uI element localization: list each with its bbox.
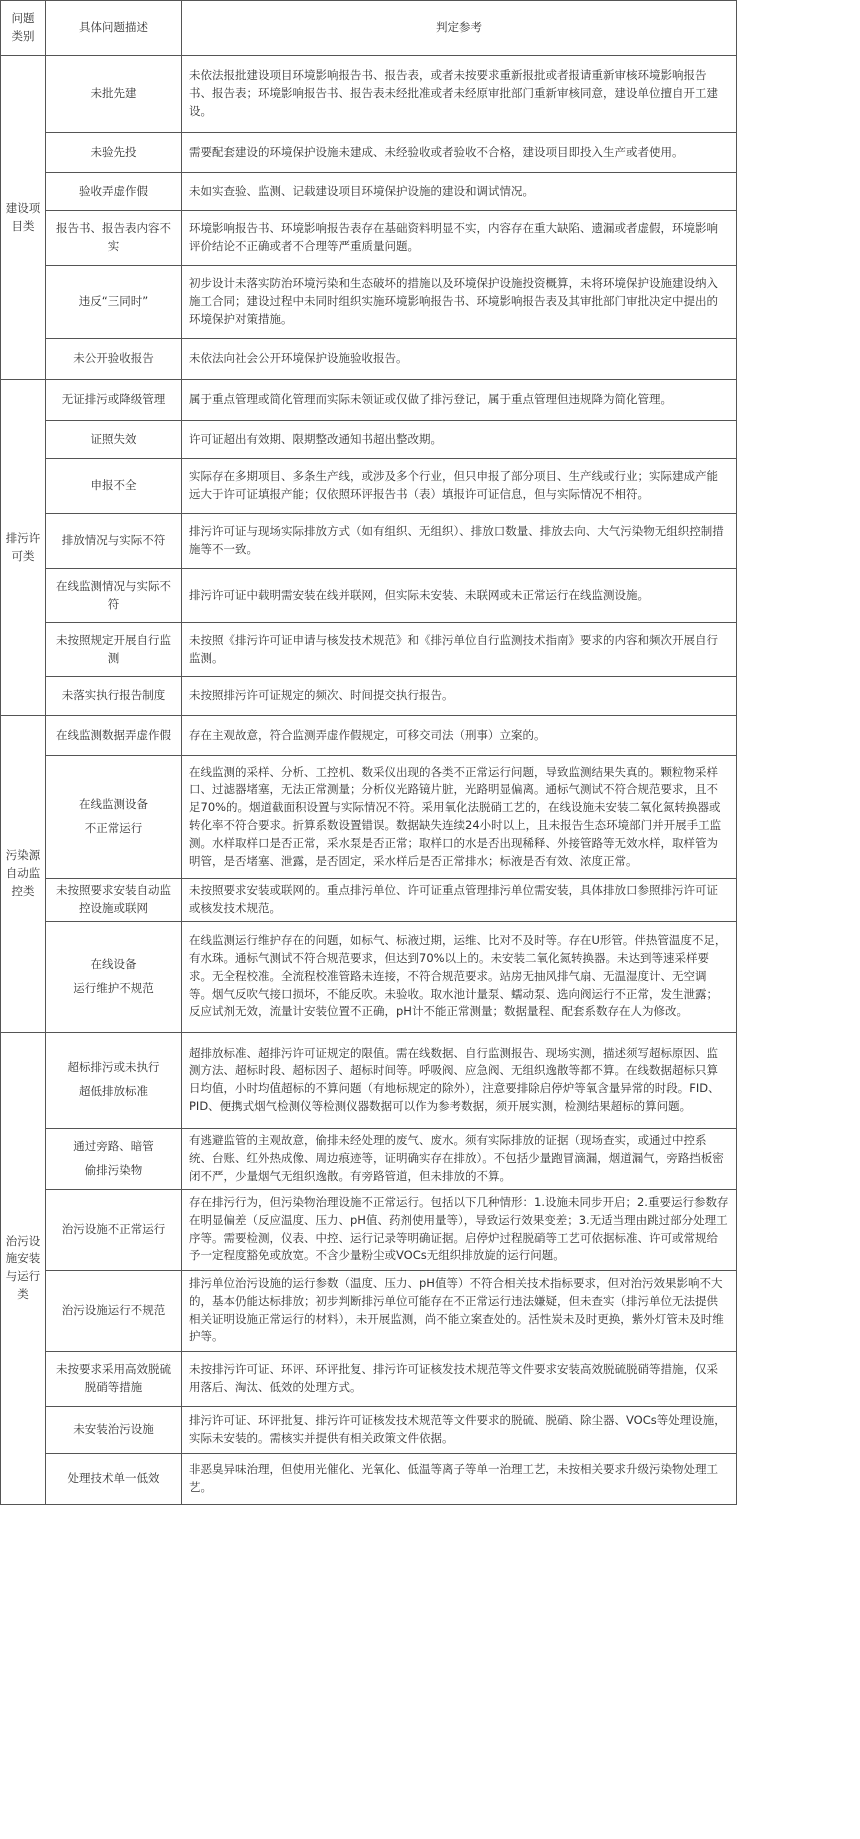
reference-cell: 未依法报批建设项目环境影响报告书、报告表，或者未按要求重新报批或者报请重新审核环境影响报告书、报告表；环境影响报告书、报告表未经批准或者未经原审批部门重新审核同意，建设单位擅自开工建设。 [182, 56, 737, 133]
table-row [1, 211, 737, 266]
issue-cell [46, 1128, 182, 1189]
reference-cell: 排污单位治污设施的运行参数（温度、压力、pH值等）不符合相关技术指标要求，但对治污效果影响不大的，基本仍能达标排放；初步判断排污单位可能存在不正常运行违法嫌疑，但未查实（排污单位无法提供相关证明设施正常运行的材料），未开展监测，尚不能立案查处的。活性炭未及时更换，紫外灯管未及时维护等。 [182, 1270, 737, 1351]
issue-cell [46, 514, 182, 569]
issue-cell [46, 339, 182, 380]
reference-cell: 未按照《排污许可证申请与核发技术规范》和《排污单位自行监测技术指南》要求的内容和频次开展自行监测。 [182, 623, 737, 677]
issue-line: 不正常运行 [84, 821, 143, 835]
issue-cell [46, 133, 182, 173]
table-row [1, 1032, 737, 1128]
table-row [1, 380, 737, 421]
reference-cell: 在线监测运行维护存在的问题，如标气、标液过期，运维、比对不及时等。存在U形管。伴热管温度不足，有水珠。通标气测试不符合规范要求，但达到70%以上的。未安装二氧化氮转换器。未达到等速采样要求。无全程校准。全流程校准管路未连接，不符合规范要求。站房无抽风排气扇、无温湿度计、无空调等。烟气反吹气接口损坏，不能反吹。未验收。取水池计量泵、蠕动泵、选向阀运行不正常，发生泄露；反应试剂无效，流量计安装位置不正确，pH计不能正常测量；数据量程、配套系数存在人为修改。 [182, 921, 737, 1032]
table-row [1, 921, 737, 1032]
issue-line: 治污设施不正常运行 [61, 1221, 166, 1236]
table-row [1, 133, 737, 173]
issue-line: 未验先投 [90, 144, 137, 159]
reference-cell: 初步设计未落实防治环境污染和生态破坏的措施以及环境保护设施投资概算，未将环境保护设施建设纳入施工合同；建设过程中未同时组织实施环境影响报告书、环境影响报告表及其审批部门审批决定中提出的环境保护对策措施。 [182, 266, 737, 339]
issue-line: 未按照要求安装自动监控设施或联网 [56, 883, 171, 915]
table-row [1, 569, 737, 623]
issue-line: 在线监测数据弄虚作假 [56, 727, 171, 742]
table-row [1, 716, 737, 756]
issue-line: 未批先建 [90, 86, 137, 101]
table-row [1, 1406, 737, 1453]
reference-cell: 许可证超出有效期、限期整改通知书超出整改期。 [182, 421, 737, 459]
issue-line: 运行维护不规范 [73, 980, 154, 995]
table-row [1, 514, 737, 569]
issue-line: 报告书、报告表内容不实 [56, 221, 171, 253]
table-row [1, 266, 737, 339]
issue-line: 未安装治污设施 [73, 1421, 154, 1436]
issue-cell [46, 756, 182, 879]
reference-cell: 非恶臭异味治理，但使用光催化、光氧化、低温等离子等单一治理工艺，未按相关要求升级污染物处理工艺。 [182, 1453, 737, 1504]
issue-cell [46, 623, 182, 677]
table-body [1, 56, 737, 1505]
table-row [1, 1128, 737, 1189]
table-row [1, 1351, 737, 1406]
table-row [1, 677, 737, 716]
reference-cell: 未按照排污许可证规定的频次、时间提交执行报告。 [182, 677, 737, 716]
reference-cell: 有逃避监管的主观故意，偷排未经处理的废气、废水。须有实际排放的证据（现场查实，或通过中控系统、台账、红外热成像、周边痕迹等，证明确实存在排放）。不包括少量跑冒滴漏，烟道漏气，旁路挡板密闭不严，少量烟气无组织逸散。有旁路管道，但未排放的不算。 [182, 1128, 737, 1189]
reference-cell: 需要配套建设的环境保护设施未建成、未经验收或者验收不合格，建设项目即投入生产或者使用。 [182, 133, 737, 173]
header-reference: 判定参考 [182, 1, 737, 56]
issue-cell [46, 1453, 182, 1504]
category-cell: 排污许可类 [1, 380, 46, 716]
reference-cell: 环境影响报告书、环境影响报告表存在基础资料明显不实，内容存在重大缺陷、遗漏或者虚假，环境影响评价结论不正确或者不合理等严重质量问题。 [182, 211, 737, 266]
issue-line: 在线设备 [90, 956, 137, 971]
issue-cell [46, 1032, 182, 1128]
issue-cell [46, 266, 182, 339]
issue-cell [46, 677, 182, 716]
table-row [1, 173, 737, 211]
header-category: 问题类别 [1, 1, 46, 56]
reference-cell: 实际存在多期项目、多条生产线，或涉及多个行业，但只申报了部分项目、生产线或行业；实际建成产能远大于许可证填报产能；仅依照环评报告书（表）填报许可证信息，但与实际情况不相符。 [182, 459, 737, 514]
issue-line: 排放情况与实际不符 [61, 533, 166, 548]
issue-cell [46, 921, 182, 1032]
reference-cell: 未按排污许可证、环评、环评批复、排污许可证核发技术规范等文件要求安装高效脱硫脱硝等措施，仅采用落后、淘汰、低效的处理方式。 [182, 1351, 737, 1406]
table-row [1, 756, 737, 879]
reference-cell: 属于重点管理或简化管理而实际未领证或仅做了排污登记，属于重点管理但违规降为简化管理。 [182, 380, 737, 421]
reference-cell: 在线监测的采样、分析、工控机、数采仪出现的各类不正常运行问题，导致监测结果失真的。颗粒物采样口、过滤器堵塞，无法正常测量；分析仪光路镜片脏，光路明显偏离。通标气测试不符合规范要求，且不足70%的。烟道截面积设置与实际情况不符。采用氧化法脱硝工艺的，在线设施未安装二氧化氮转换器或转化率不符合要求。折算系数设置错误。数据缺失连续24小时以上，且未报告生态环境部门并开展手工监测。水样取样口是否正常，采水泵是否正常；取样口的水是否出现稀释、外接管路等无效水样，取样管为明管，是否堵塞、泄露，是否固定，采水样后是否正常排水；标液是否有效、浓度正常。 [182, 756, 737, 879]
category-cell: 污染源自动监控类 [1, 716, 46, 1033]
issue-line: 在线监测设备 [79, 797, 148, 812]
table-row [1, 1189, 737, 1270]
issue-cell [46, 380, 182, 421]
issue-line: 违反“三同时” [78, 294, 149, 309]
issue-cell [46, 421, 182, 459]
reference-cell: 排污许可证、环评批复、排污许可证核发技术规范等文件要求的脱硫、脱硝、除尘器、VOCs等处理设施，实际未安装的。需核实并提供有相关政策文件依据。 [182, 1406, 737, 1453]
issue-cell [46, 211, 182, 266]
reference-cell: 未依法向社会公开环境保护设施验收报告。 [182, 339, 737, 380]
issue-cell [46, 569, 182, 623]
issue-line: 在线监测情况与实际不符 [56, 578, 171, 611]
table-row [1, 879, 737, 922]
reference-cell: 存在排污行为，但污染物治理设施不正常运行。包括以下几种情形：1.设施未同步开启；2.重要运行参数存在明显偏差（反应温度、压力、pH值、药剂使用量等），导致运行效果变差；3.无适当理由跳过部分处理工序等。需要检测，仪表、中控、运行记录等明确证据。启停炉过程脱硝等工艺可依据标准、许可或常规给予一定程度豁免或放宽。不含少量粉尘或VOCs无组织排放旋的运行问题。 [182, 1189, 737, 1270]
reference-cell: 超排放标准、超排污许可证规定的限值。需在线数据、自行监测报告、现场实测，描述须写超标原因、监测方法、超标时段、超标因子、超标时间等。呼吸阀、应急阀、无组织逸散等都不算。在线数据超标只算日均值，小时均值超标的不算问题（有地标规定的除外），注意要排除启停炉等氧含量异常的时段。FID、PID、便携式烟气检测仪等检测仪器数据可以作为参考数据，须开展实测，检测结果超标的算问题。 [182, 1032, 737, 1128]
issue-cell [46, 716, 182, 756]
issue-line: 未按照规定开展自行监测 [56, 632, 171, 665]
reference-cell: 排污许可证中载明需安装在线并联网，但实际未安装、未联网或未正常运行在线监测设施。 [182, 569, 737, 623]
issue-cell [46, 1270, 182, 1351]
issue-cell [46, 879, 182, 922]
category-cell: 治污设施安装与运行类 [1, 1032, 46, 1504]
issue-line: 未按要求采用高效脱硫脱硝等措施 [56, 1361, 171, 1394]
table-row [1, 459, 737, 514]
issue-line: 证照失效 [90, 431, 137, 446]
issue-cell [46, 173, 182, 211]
category-cell: 建设项目类 [1, 56, 46, 380]
issue-cell [46, 56, 182, 133]
issue-cell [46, 459, 182, 514]
table-row [1, 339, 737, 380]
issue-cell [46, 1351, 182, 1406]
issue-cell [46, 1189, 182, 1270]
reference-cell: 存在主观故意，符合监测弄虚作假规定，可移交司法（刑事）立案的。 [182, 716, 737, 756]
reference-cell: 未如实查验、监测、记载建设项目环境保护设施的建设和调试情况。 [182, 173, 737, 211]
issue-line: 未落实执行报告制度 [61, 688, 166, 703]
issue-cell [46, 1406, 182, 1453]
issue-line: 未公开验收报告 [73, 351, 154, 366]
table-row [1, 56, 737, 133]
table-row [1, 623, 737, 677]
issue-line: 申报不全 [90, 478, 137, 493]
issue-line: 通过旁路、暗管 [73, 1138, 154, 1153]
table-row [1, 1270, 737, 1351]
header-issue: 具体问题描述 [46, 1, 182, 56]
reference-cell: 排污许可证与现场实际排放方式（如有组织、无组织）、排放口数量、排放去向、大气污染物无组织控制措施等不一致。 [182, 514, 737, 569]
table-header-row [1, 1, 737, 56]
issue-line: 验收弄虚作假 [79, 183, 148, 198]
issue-line: 偷排污染物 [84, 1162, 143, 1177]
issue-line: 处理技术单一低效 [67, 1470, 160, 1485]
issue-line: 无证排污或降级管理 [61, 392, 166, 407]
issue-line: 治污设施运行不规范 [61, 1302, 166, 1317]
table-row [1, 421, 737, 459]
reference-cell: 未按照要求安装或联网的。重点排污单位、许可证重点管理排污单位需安装，具体排放口参照排污许可证或核发技术规范。 [182, 879, 737, 922]
table-row [1, 1453, 737, 1504]
issue-line: 超低排放标准 [79, 1084, 148, 1099]
issue-line: 超标排污或未执行 [67, 1060, 160, 1075]
